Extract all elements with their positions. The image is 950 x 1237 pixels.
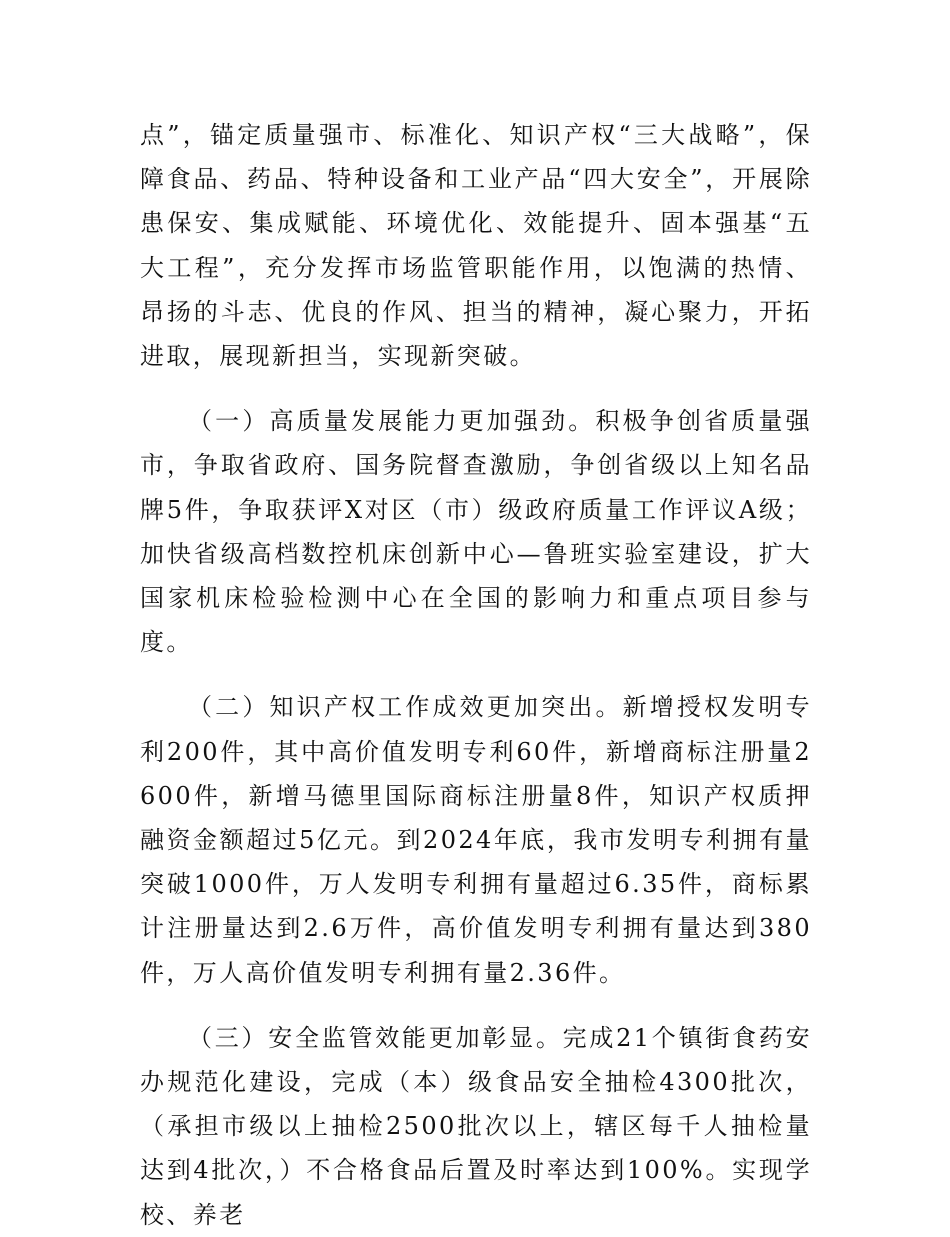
paragraph-section-3: （三）安全监管效能更加彰显。完成21个镇街食药安办规范化建设，完成（本）级食品安全抽检4300批次，（承担市级以上抽检2500批次以上，辖区每千人抽检量达到4批次，）不合格食品后置及时率达到100%。实现学校、养老 <box>140 1023 812 1229</box>
paragraph-section-1: （一）高质量发展能力更加强劲。积极争创省质量强市，争取省政府、国务院督查激励，争创省级以上知名品牌5件，争取获评X对区（市）级政府质量工作评议A级；加快省级高档数控机床创新中心—鲁班实验室建设，扩大国家机床检验检测中心在全国的影响力和重点项目参与度。 <box>140 407 812 657</box>
paragraph-intro-continuation: 点”，锚定质量强市、标准化、知识产权“三大战略”，保障食品、药品、特种设备和工业产品“四大安全”，开展除患保安、集成赋能、环境优化、效能提升、固本强基“五大工程”，充分发挥市场监管职能作用，以饱满的热情、昂扬的斗志、优良的作风、担当的精神，凝心聚力，开拓进取，展现新担当，实现新突破。 <box>140 121 812 371</box>
paragraph-section-2: （二）知识产权工作成效更加突出。新增授权发明专利200件，其中高价值发明专利60件，新增商标注册量2600件，新增马德里国际商标注册量8件，知识产权质押融资金额超过5亿元。到2024年底，我市发明专利拥有量突破1000件，万人发明专利拥有量超过6.35件，商标累计注册量达到2.6万件，高价值发明专利拥有量达到380件，万人高价值发明专利拥有量2.36件。 <box>140 693 812 987</box>
document-page <box>140 113 812 1237</box>
